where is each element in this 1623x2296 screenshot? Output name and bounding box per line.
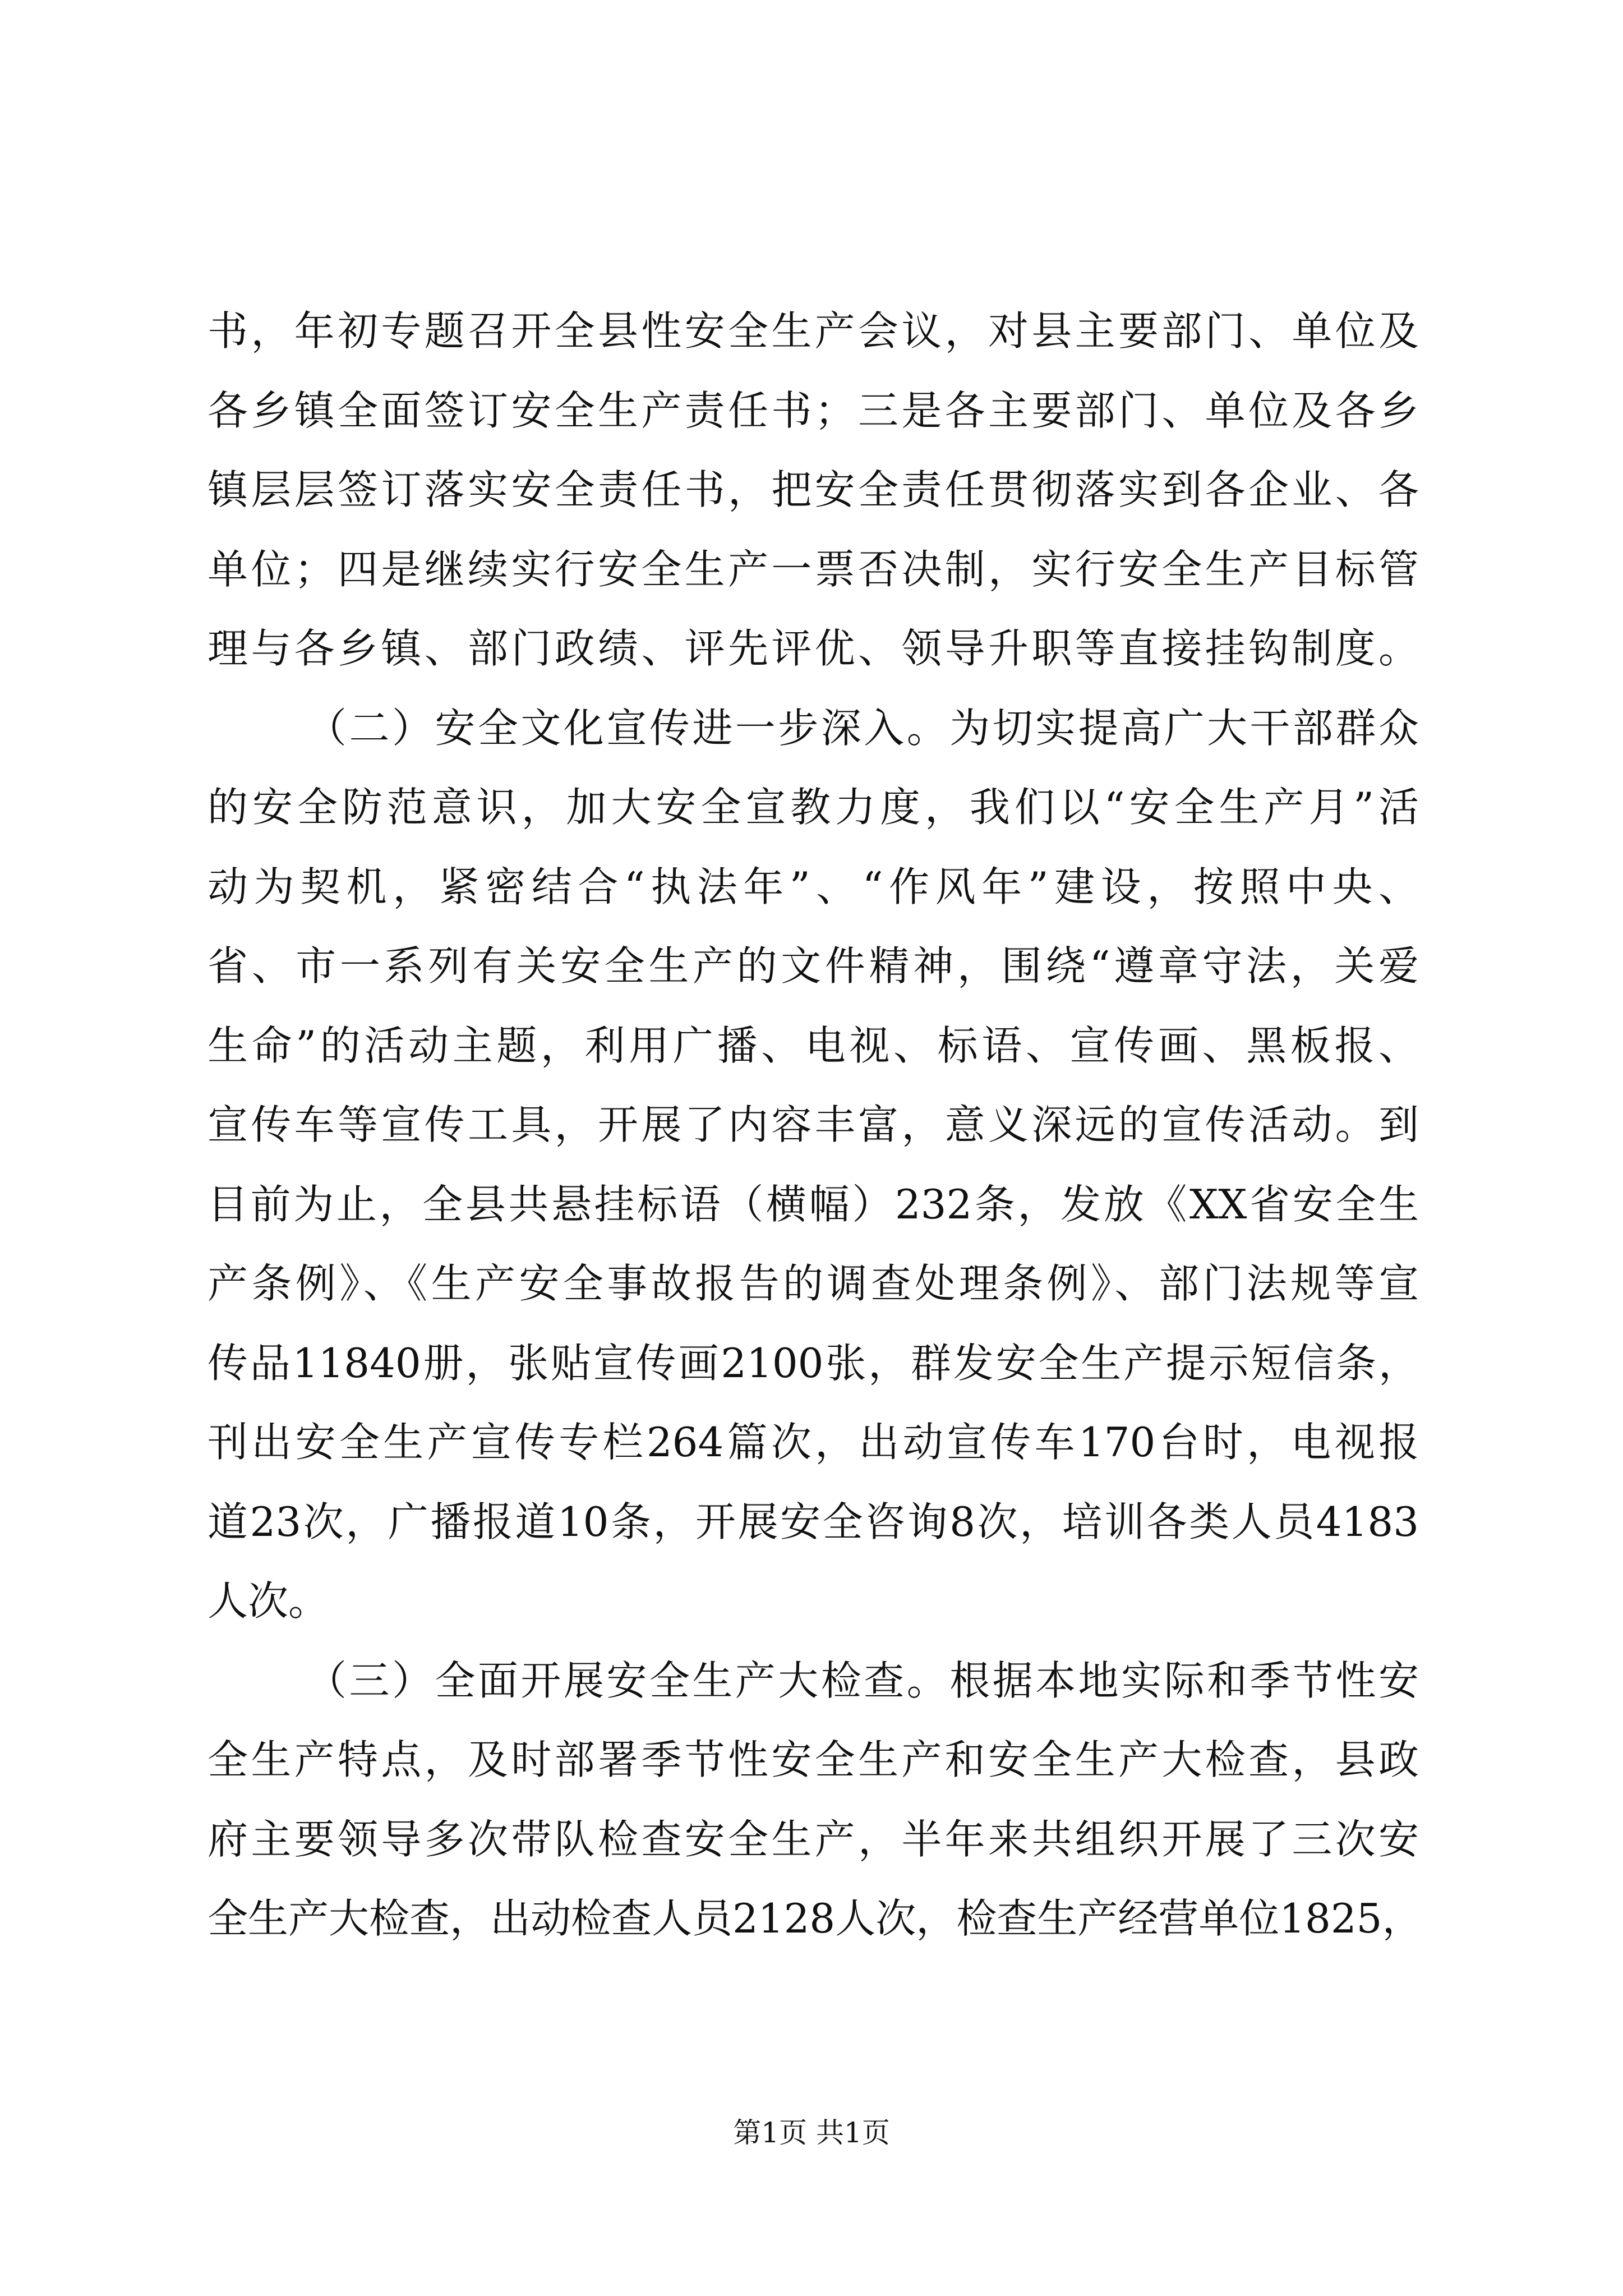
- text-line: 传品11840册，张贴宣传画2100张，群发安全生产提示短信条，: [208, 1339, 1419, 1387]
- text-line: 生命”的活动主题，利用广播、电视、标语、宣传画、黑板报、: [208, 1022, 1419, 1069]
- text-line: 单位；四是继续实行安全生产一票否决制，实行安全生产目标管: [208, 545, 1419, 593]
- body-text: [208, 292, 1423, 1959]
- text-line: 镇层层签订落实安全责任书，把安全责任贯彻落实到各企业、各: [208, 466, 1419, 513]
- text-line: 全生产大检查，出动检查人员2128人次，检查生产经营单位1825，: [208, 1895, 1423, 1942]
- text-line: 宣传车等宣传工具，开展了内容丰富，意义深远的宣传活动。到: [208, 1101, 1419, 1148]
- text-line: 目前为止，全县共悬挂标语（横幅）232条，发放《XX省安全生: [208, 1180, 1419, 1228]
- text-line: 产条例》、《生产安全事故报告的调查处理条例》、部门法规等宣: [208, 1260, 1419, 1307]
- text-line: 省、市一系列有关安全生产的文件精神，围绕“遵章守法，关爱: [208, 942, 1419, 990]
- text-line: 道23次，广播报道10条，开展安全咨询8次，培训各类人员4183: [208, 1498, 1419, 1545]
- text-line: 动为契机，紧密结合“执法年”、“作风年”建设，按照中央、: [208, 863, 1419, 910]
- text-line: 人次。: [208, 1577, 329, 1625]
- text-line: 刊出安全生产宣传专栏264篇次，出动宣传车170台时，电视报: [208, 1419, 1419, 1466]
- text-line: 各乡镇全面签订安全生产责任书；三是各主要部门、单位及各乡: [208, 386, 1419, 434]
- paragraph-heading-2: （二）安全文化宣传进一步深入。为切实提高广大干部群众: [306, 704, 1419, 752]
- page-footer: 第1页 共1页: [733, 2116, 890, 2149]
- text-line: 全生产特点，及时部署季节性安全生产和安全生产大检查，县政: [208, 1736, 1419, 1783]
- text-line: 的安全防范意识，加大安全宣教力度，我们以“安全生产月”活: [208, 784, 1419, 831]
- text-line: 书，年初专题召开全县性安全生产会议，对县主要部门、单位及: [208, 307, 1419, 355]
- text-line: 理与各乡镇、部门政绩、评先评优、领导升职等直接挂钩制度。: [208, 625, 1419, 672]
- text-line: 府主要领导多次带队检查安全生产，半年来共组织开展了三次安: [208, 1815, 1419, 1863]
- paragraph-heading-3: （三）全面开展安全生产大检查。根据本地实际和季节性安: [306, 1657, 1419, 1704]
